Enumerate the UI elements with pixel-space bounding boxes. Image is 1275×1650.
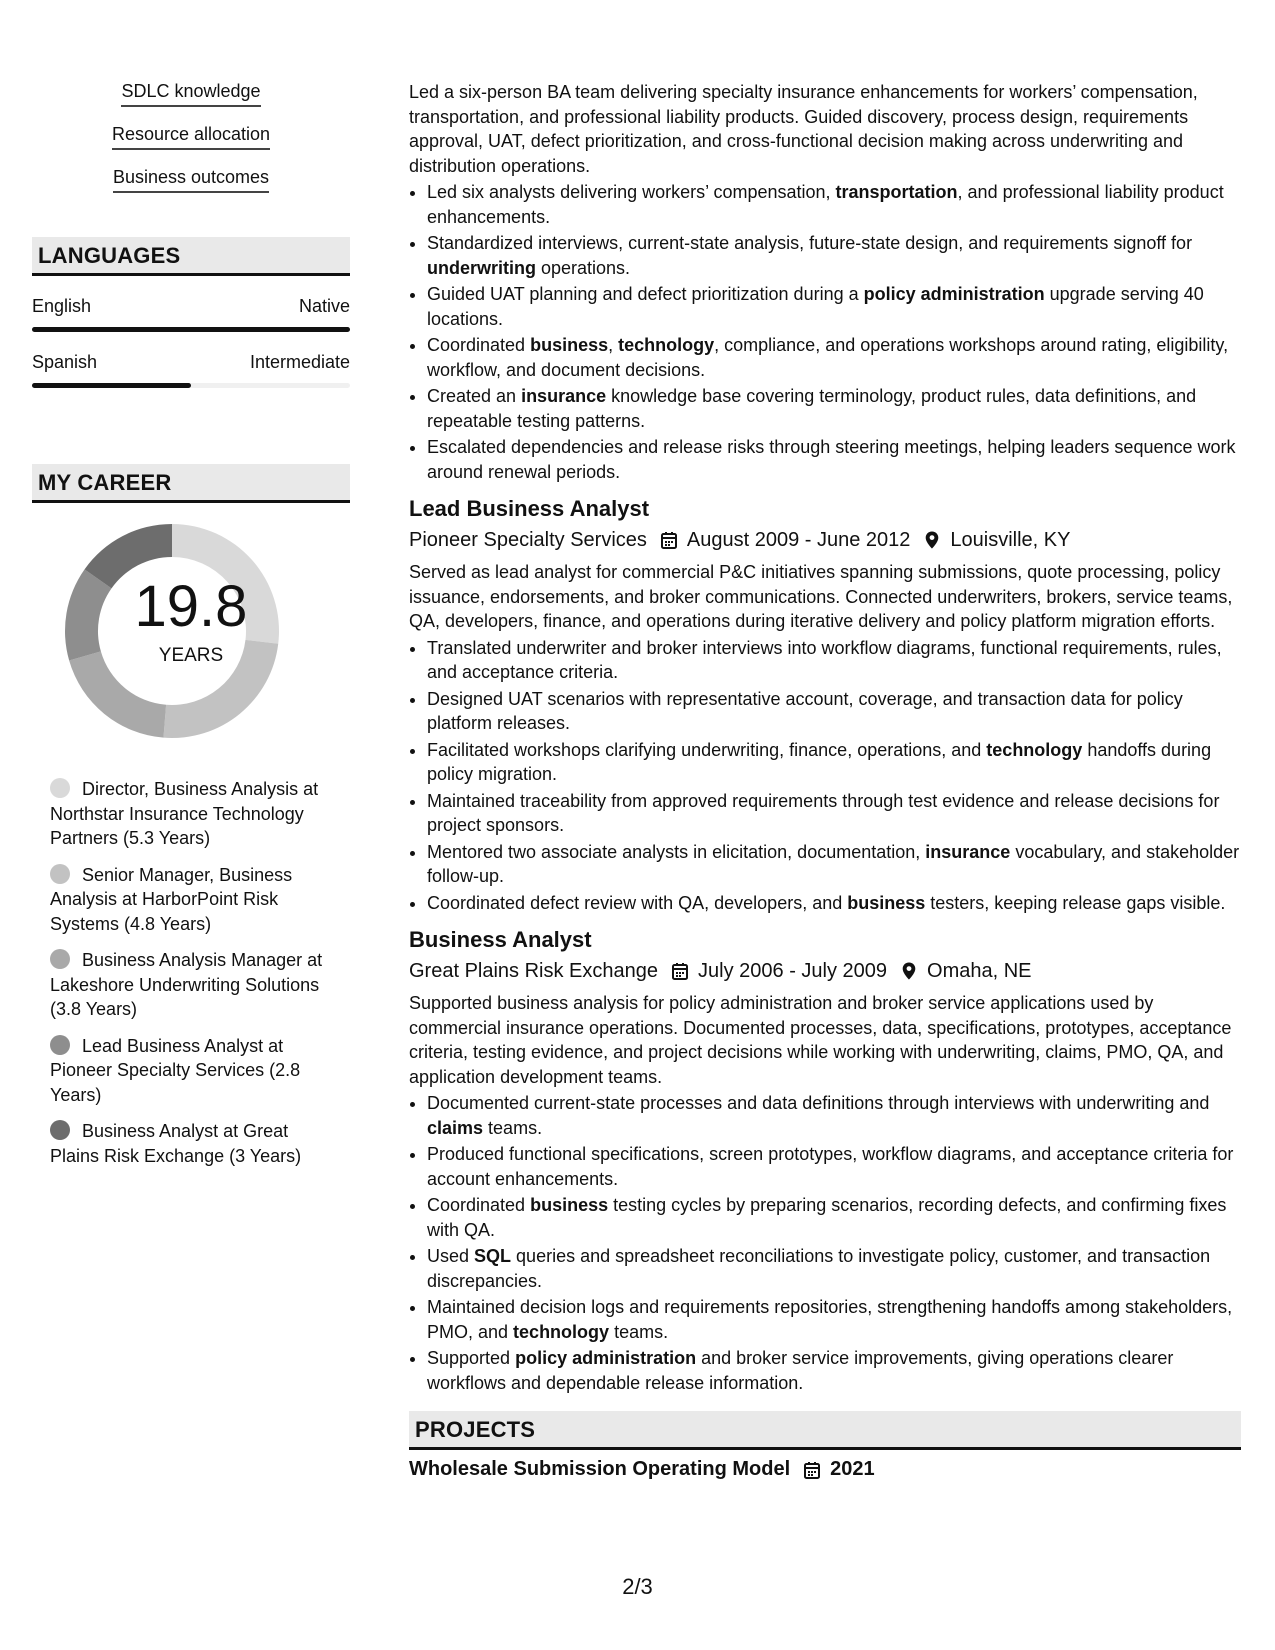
language-proficiency-fill bbox=[32, 327, 350, 332]
job-title: Business Analyst bbox=[409, 927, 592, 952]
calendar-icon bbox=[802, 1460, 822, 1480]
skill-item: Resource allocation bbox=[112, 123, 270, 150]
language-name: English bbox=[32, 296, 92, 316]
language-proficiency-fill bbox=[32, 383, 191, 388]
career-role-label: Lead Business Analyst at Pioneer Specialty Services (2.8 Years) bbox=[50, 1035, 301, 1105]
language-level: Native bbox=[298, 296, 350, 316]
previous-job-bullets bbox=[409, 180, 1241, 484]
bullet-item: • Coordinated defect review with QA, developers, and business testers, keeping release gaps visible. bbox=[427, 891, 1241, 916]
bullet-item: • Maintained decision logs and requirements repositories, strengthening handoffs among stakeholders, PMO, and technology teams. bbox=[427, 1295, 1241, 1344]
legend-dot-icon bbox=[50, 1035, 70, 1055]
career-role-label: Director, Business Analysis at Northstar Insurance Technology Partners (5.3 Years) bbox=[50, 779, 319, 848]
bullet-item: • Coordinated business, technology, compliance, and operations workshops around rating, eligibility, workflow, and document decisions. bbox=[427, 333, 1241, 382]
bullet-item: • Coordinated business testing cycles by preparing scenarios, recording defects, and confirming fixes with QA. bbox=[427, 1193, 1241, 1242]
project-year: 2021 bbox=[830, 1458, 875, 1480]
language-proficiency-bar bbox=[32, 327, 350, 332]
career-total-years: 19.8 bbox=[134, 574, 248, 639]
bullet-item: • Maintained traceability from approved requirements through test evidence and release decisions for project sponsors. bbox=[427, 789, 1241, 838]
bullet-item: • Standardized interviews, current-state analysis, future-state design, and requirements signoff for underwriting operations. bbox=[427, 231, 1241, 280]
career-role-item bbox=[50, 863, 332, 937]
location-pin-icon bbox=[899, 961, 919, 981]
project-item bbox=[409, 1458, 1241, 1481]
projects-heading: PROJECTS bbox=[409, 1411, 1241, 1450]
main-content bbox=[409, 80, 1241, 1481]
project-name: Wholesale Submission Operating Model bbox=[409, 1458, 791, 1480]
career-role-label: Senior Manager, Business Analysis at HarborPoint Risk Systems (4.8 Years) bbox=[50, 864, 293, 934]
legend-dot-icon bbox=[50, 1120, 70, 1140]
language-english bbox=[32, 296, 350, 332]
bullet-item: • Used SQL queries and spreadsheet reconciliations to investigate policy, customer, and transaction discrepancies. bbox=[427, 1244, 1241, 1293]
bullet-item: • Supported policy administration and broker service improvements, giving operations clearer workflows and dependable release information. bbox=[427, 1346, 1241, 1395]
company-name: Great Plains Risk Exchange bbox=[409, 960, 659, 982]
job-summary: Supported business analysis for policy administration and broker service applications used by commercial insurance operations. Documented processes, data, specifications, prototypes, acceptance criteria, testing evidence, and project decisions while working with underwriting, claims, PMO, QA, and application development teams. bbox=[409, 993, 1232, 1087]
job-title: Lead Business Analyst bbox=[409, 496, 650, 521]
skill-item: Business outcomes bbox=[113, 166, 269, 193]
job-meta bbox=[409, 526, 1241, 554]
bullet-item: • Documented current-state processes and data definitions through interviews with underwriting and claims teams. bbox=[427, 1091, 1241, 1140]
bullet-item: • Created an insurance knowledge base covering terminology, product rules, data definitions, and repeatable testing patterns. bbox=[427, 384, 1241, 433]
career-role-label: Business Analyst at Great Plains Risk Exchange (3 Years) bbox=[50, 1121, 302, 1166]
career-donut-chart bbox=[32, 503, 350, 753]
location-pin-icon bbox=[922, 530, 942, 550]
skill-item: SDLC knowledge bbox=[121, 80, 260, 107]
job-location: Louisville, KY bbox=[950, 529, 1071, 551]
bullet-item: • Designed UAT scenarios with representative account, coverage, and transaction data for policy platform releases. bbox=[427, 687, 1241, 736]
career-heading: MY CAREER bbox=[32, 464, 350, 503]
legend-dot-icon bbox=[50, 864, 70, 884]
job-meta bbox=[409, 957, 1241, 985]
bullet-item: • Led six analysts delivering workers’ compensation, transportation, and professional liability product enhancements. bbox=[427, 180, 1241, 229]
company-name: Pioneer Specialty Services bbox=[409, 529, 647, 551]
job-entry bbox=[409, 494, 1241, 915]
bullet-item: • Escalated dependencies and release risks through steering meetings, helping leaders sequence work around renewal periods. bbox=[427, 435, 1241, 484]
bullet-item: • Mentored two associate analysts in elicitation, documentation, insurance vocabulary, and stakeholder follow-up. bbox=[427, 840, 1241, 889]
language-level: Intermediate bbox=[249, 352, 350, 372]
bullet-item: • Translated underwriter and broker interviews into workflow diagrams, functional requirements, rules, and acceptance criteria. bbox=[427, 636, 1241, 685]
career-role-item bbox=[50, 948, 332, 1022]
language-spanish bbox=[32, 352, 350, 388]
skills-list bbox=[32, 80, 350, 193]
language-proficiency-bar bbox=[32, 383, 350, 388]
career-legend bbox=[32, 777, 350, 1168]
career-role-label: Business Analysis Manager at Lakeshore Underwriting Solutions (3.8 Years) bbox=[50, 950, 323, 1019]
job-location: Omaha, NE bbox=[927, 960, 1032, 982]
career-years-unit: YEARS bbox=[158, 645, 224, 666]
language-name: Spanish bbox=[32, 352, 98, 372]
bullet-item: • Produced functional specifications, screen prototypes, workflow diagrams, and acceptance criteria for account enhancements. bbox=[427, 1142, 1241, 1191]
bullet-item: • Guided UAT planning and defect prioritization during a policy administration upgrade serving 40 locations. bbox=[427, 282, 1241, 331]
job-bullets bbox=[409, 1091, 1241, 1395]
legend-dot-icon bbox=[50, 949, 70, 969]
job-entry bbox=[409, 925, 1241, 1395]
job-dates: July 2006 - July 2009 bbox=[698, 960, 888, 982]
calendar-icon bbox=[670, 961, 690, 981]
sidebar bbox=[32, 80, 350, 1180]
job-bullets bbox=[409, 636, 1241, 916]
page-number: 2/3 bbox=[622, 1574, 653, 1599]
legend-dot-icon bbox=[50, 778, 70, 798]
previous-job-summary: Led a six-person BA team delivering specialty insurance enhancements for workers’ compensation, transportation, and professional liability products. Guided discovery, process design, requirements approval, UAT, defect prioritization, and cross-functional decision making across underwriting and distribution operations. bbox=[409, 82, 1198, 176]
job-summary: Served as lead analyst for commercial P&C initiatives spanning submissions, quote processing, policy issuance, endorsements, and broker communications. Connected underwriters, brokers, service teams, QA, developers, finance, and operations during iterative delivery and policy platform migration efforts. bbox=[409, 562, 1233, 631]
career-role-item bbox=[50, 1034, 332, 1108]
career-role-item bbox=[50, 777, 332, 851]
job-dates: August 2009 - June 2012 bbox=[686, 529, 911, 551]
bullet-item: • Facilitated workshops clarifying underwriting, finance, operations, and technology handoffs during policy migration. bbox=[427, 738, 1241, 787]
languages-heading: LANGUAGES bbox=[32, 237, 350, 276]
calendar-icon bbox=[659, 530, 679, 550]
career-role-item bbox=[50, 1119, 332, 1168]
